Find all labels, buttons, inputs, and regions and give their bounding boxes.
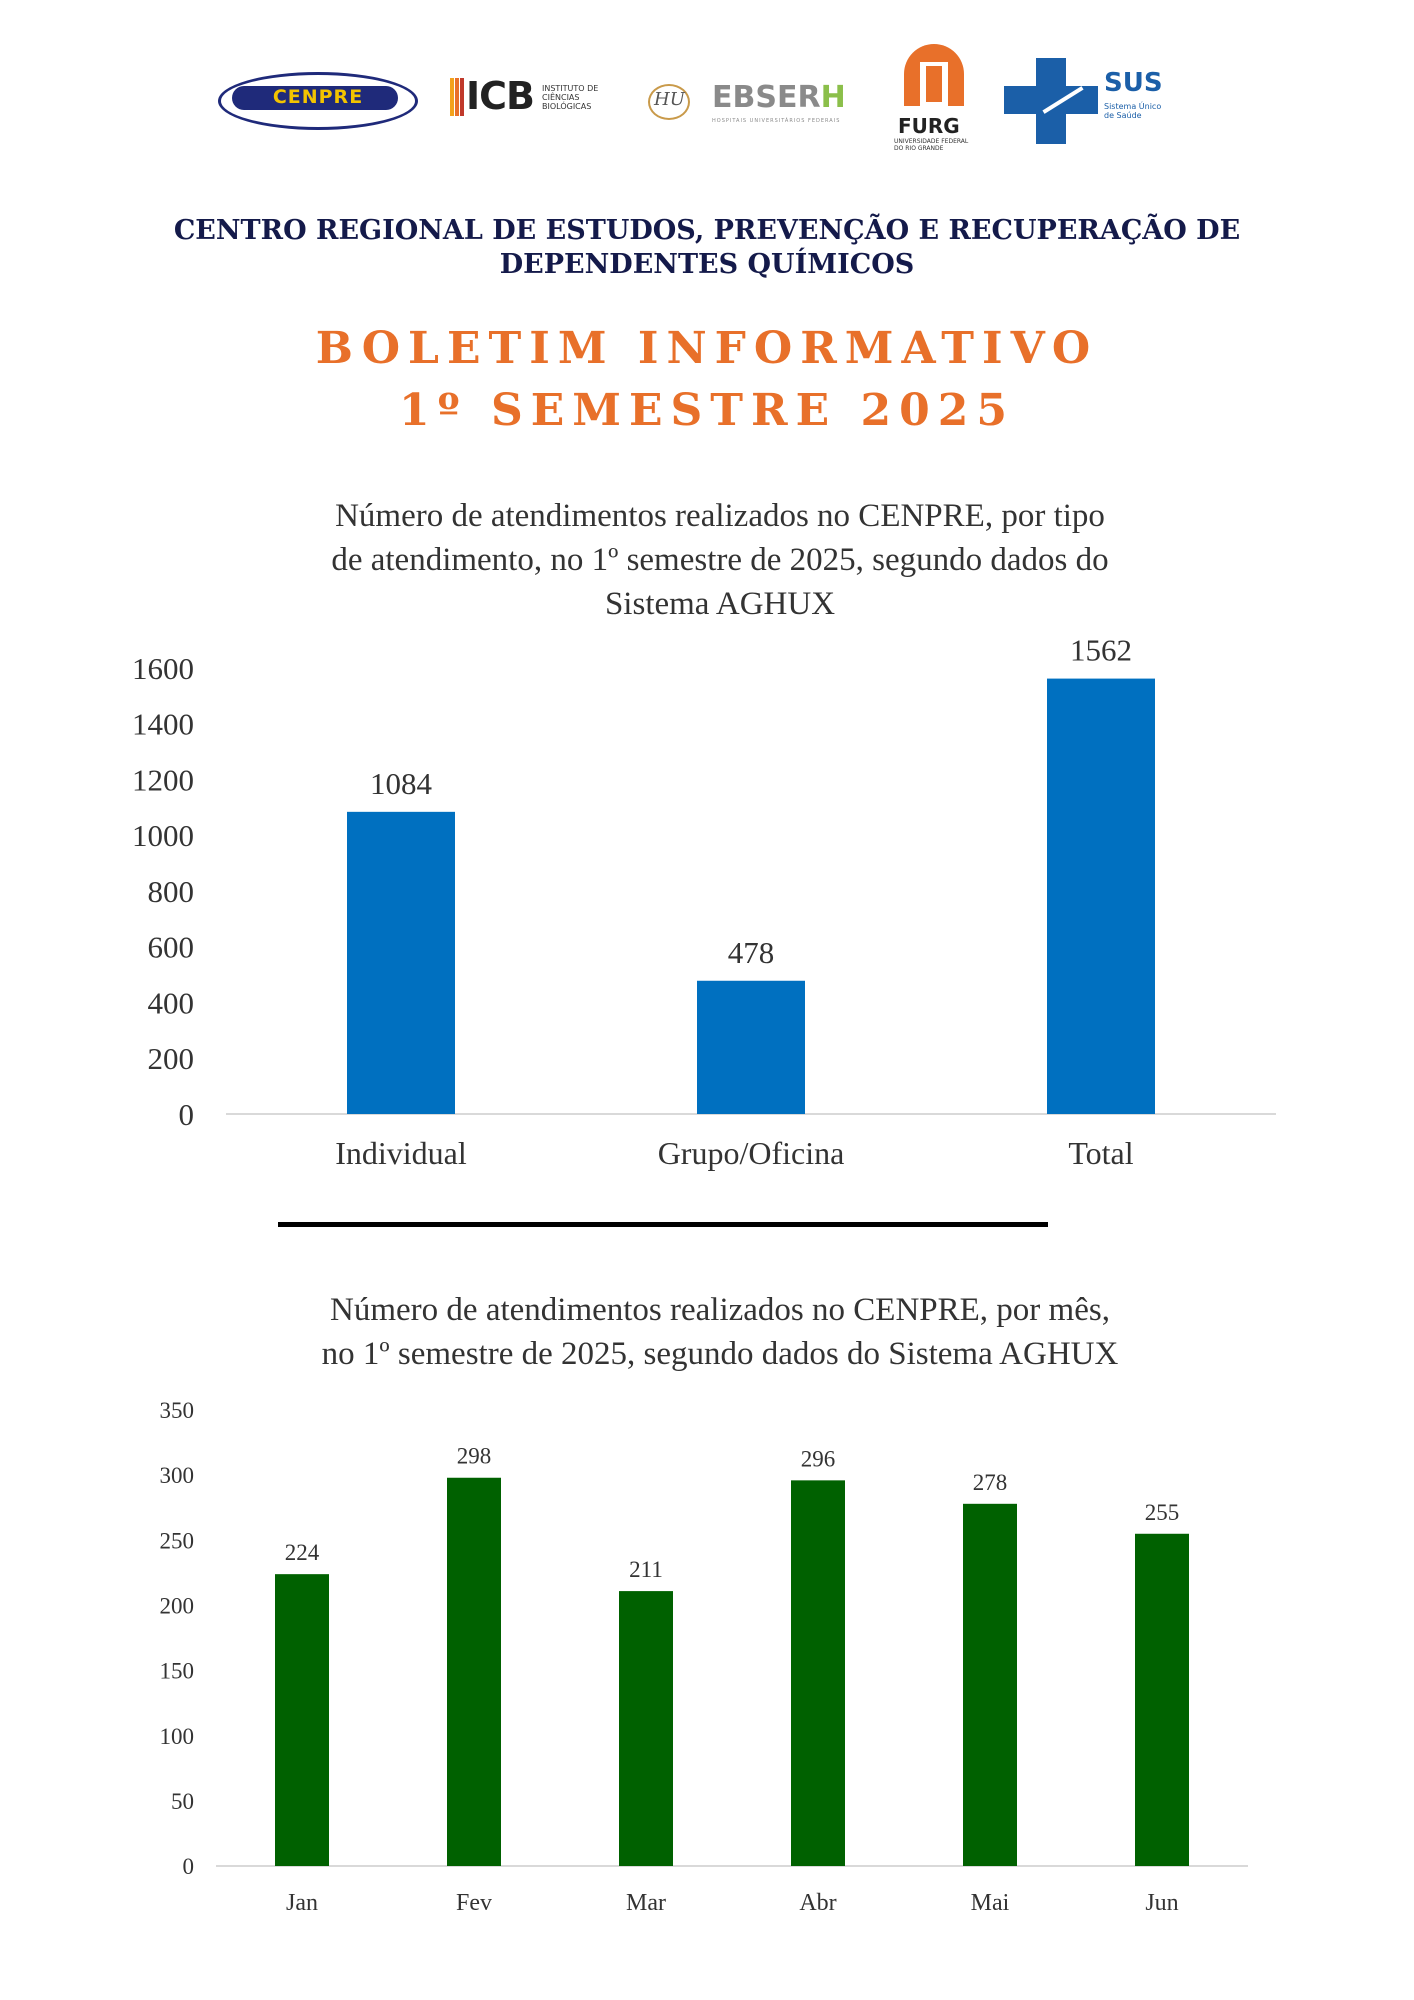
data-label: 1084 <box>370 765 432 801</box>
y-tick-label: 400 <box>147 985 194 1021</box>
x-category-label: Fev <box>456 1890 492 1916</box>
chart-1-title <box>220 494 1220 626</box>
sus-logo-subtitle: Sistema Único de Saúde <box>1104 102 1162 120</box>
bar-abr <box>791 1480 845 1866</box>
organization-title-line-1: CENTRO REGIONAL DE ESTUDOS, PREVENÇÃO E RECUPERAÇÃO DE <box>173 215 1241 246</box>
furg-logo-subtitle: UNIVERSIDADE FEDERAL DO RIO GRANDE <box>894 138 969 152</box>
bar-individual <box>347 812 455 1114</box>
y-tick-label: 0 <box>182 1854 194 1880</box>
y-tick-label: 1000 <box>132 818 194 854</box>
bar-mai <box>963 1504 1017 1866</box>
cenpre-logo <box>218 72 418 130</box>
bulletin-title <box>200 318 1214 442</box>
sus-logo-text: SUS <box>1104 68 1163 98</box>
chart-1-title-line-3: Sistema AGHUX <box>604 586 836 622</box>
chart-1-title-line-1: Número de atendimentos realizados no CENPRE, por tipo <box>335 498 1105 534</box>
data-label: 255 <box>1144 1499 1180 1525</box>
x-category-label: Jan <box>286 1890 318 1916</box>
y-tick-label: 250 <box>159 1528 194 1554</box>
icb-logo-subtitle: INSTITUTO DE CIÊNCIAS BIOLÓGICAS <box>542 84 599 111</box>
bar-jun <box>1135 1534 1189 1866</box>
sus-logo <box>1004 58 1164 148</box>
data-label: 224 <box>284 1540 320 1566</box>
x-category-label: Grupo/Oficina <box>657 1135 845 1171</box>
chart-2-title-line-1: Número de atendimentos realizados no CENPRE, por mês, <box>330 1292 1110 1328</box>
icb-logo <box>450 74 630 124</box>
bulletin-title-line-2: 1º SEMESTRE 2025 <box>399 385 1015 436</box>
section-divider <box>278 1222 1048 1227</box>
y-tick-label: 800 <box>147 873 194 909</box>
data-label: 211 <box>629 1557 663 1583</box>
x-category-label: Jun <box>1145 1890 1179 1916</box>
ebserh-logo <box>712 80 862 124</box>
furg-logo-text: FURG <box>898 114 960 138</box>
data-label: 278 <box>972 1469 1008 1495</box>
icb-logo-bars <box>450 78 464 116</box>
y-tick-label: 1600 <box>132 650 194 686</box>
data-label: 478 <box>727 934 775 970</box>
chart-2-title <box>220 1288 1220 1376</box>
icb-logo-text: ICB <box>466 74 534 118</box>
y-tick-label: 350 <box>159 1398 194 1424</box>
hu-logo <box>648 84 692 120</box>
y-tick-label: 0 <box>178 1096 194 1132</box>
x-category-label: Mai <box>970 1890 1010 1916</box>
cenpre-logo-text: CENPRE <box>272 86 364 108</box>
bulletin-title-line-1: BOLETIM INFORMATIVO <box>315 323 1099 374</box>
data-label: 1562 <box>1070 632 1132 668</box>
y-tick-label: 1400 <box>132 706 194 742</box>
y-tick-label: 600 <box>147 929 194 965</box>
x-category-label: Individual <box>335 1135 467 1171</box>
logo-strip <box>0 0 1414 170</box>
y-tick-label: 150 <box>159 1658 194 1684</box>
furg-logo <box>894 44 974 162</box>
x-category-label: Mar <box>626 1890 666 1916</box>
y-tick-label: 50 <box>171 1788 194 1814</box>
chart-1-attendance-by-type <box>0 620 1414 1180</box>
bar-total <box>1047 679 1155 1114</box>
y-tick-label: 100 <box>159 1723 194 1749</box>
ebserh-logo-main: EBSER <box>712 80 821 115</box>
y-tick-label: 200 <box>147 1041 194 1077</box>
y-tick-label: 200 <box>159 1593 194 1619</box>
furg-logo-core <box>926 66 942 102</box>
bar-jan <box>275 1574 329 1866</box>
x-category-label: Abr <box>799 1890 837 1916</box>
chart-1-title-line-2: de atendimento, no 1º semestre de 2025, segundo dados do <box>331 542 1109 578</box>
bar-grupo-oficina <box>697 981 805 1114</box>
organization-title-line-2: DEPENDENTES QUÍMICOS <box>499 249 915 280</box>
chart-2-title-line-2: no 1º semestre de 2025, segundo dados do Sistema AGHUX <box>321 1336 1119 1372</box>
chart-2-attendance-by-month <box>0 1380 1414 1940</box>
bar-fev <box>447 1478 501 1866</box>
y-tick-label: 1200 <box>132 762 194 798</box>
organization-title <box>120 214 1294 282</box>
y-tick-label: 300 <box>159 1463 194 1489</box>
data-label: 298 <box>456 1443 492 1469</box>
ebserh-logo-subtitle: HOSPITAIS UNIVERSITÁRIOS FEDERAIS <box>712 118 841 124</box>
ebserh-logo-text <box>712 80 846 115</box>
ebserh-logo-tail: H <box>820 80 846 115</box>
bar-mar <box>619 1591 673 1866</box>
data-label: 296 <box>800 1446 836 1472</box>
hu-logo-text: HU <box>654 89 685 110</box>
x-category-label: Total <box>1068 1135 1134 1171</box>
